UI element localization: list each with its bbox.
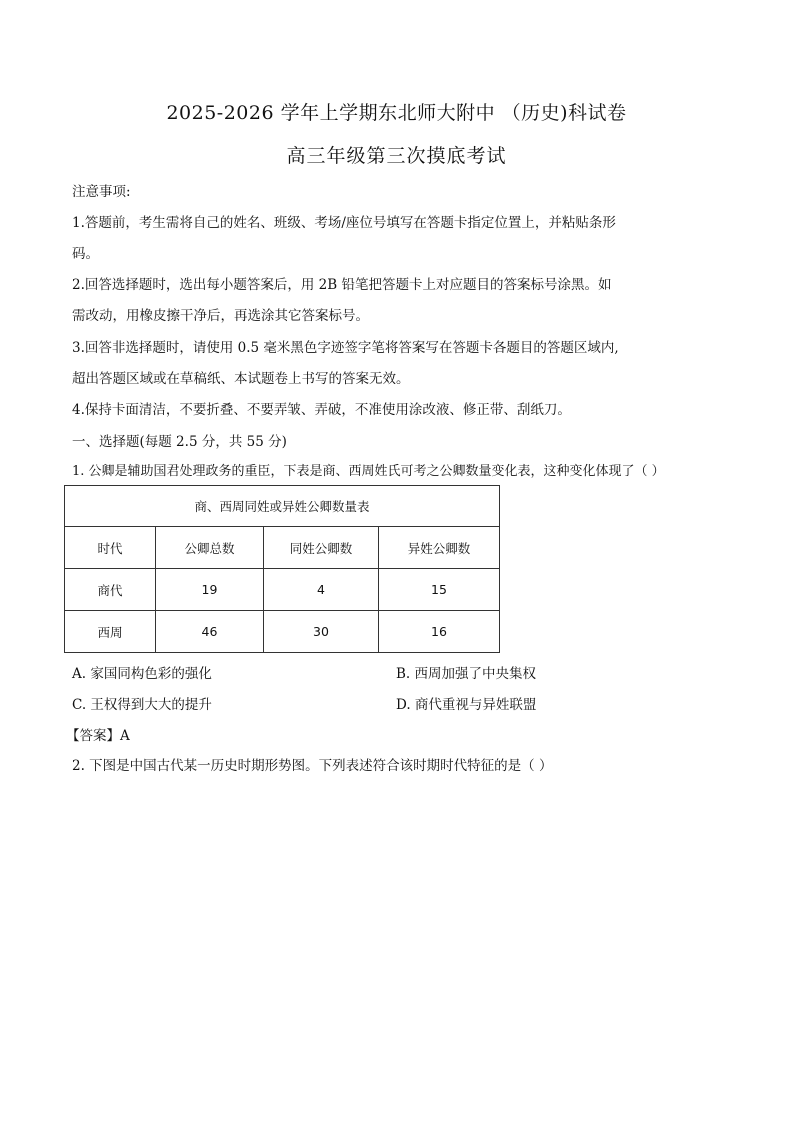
q1-option-c: C. 王权得到大大的提升 <box>72 697 212 713</box>
section-heading: 一、选择题(每题 2.5 分，共 55 分) <box>72 434 287 450</box>
exam-subtitle: 高三年级第三次摸底考试 <box>286 145 507 167</box>
q1-table <box>64 485 500 653</box>
notice-line-1: 1.答题前，考生需将自己的姓名、班级、考场/座位号填写在答题卡指定位置上，并粘贴条形 <box>72 215 616 231</box>
table-cell: 商代 <box>65 569 156 611</box>
notice-line-5: 3.回答非选择题时，请使用 0.5 毫米黑色字迹签字笔将答案写在答题卡各题目的答题区域内, <box>72 340 619 356</box>
header-cell: 同姓公卿数 <box>264 527 379 569</box>
notice-line-6: 超出答题区域或在草稿纸、本试题卷上书写的答案无效。 <box>72 371 410 387</box>
table-cell: 西周 <box>65 611 156 653</box>
table-caption: 商、西周同姓或异姓公卿数量表 <box>65 486 500 527</box>
table-header-row <box>65 527 500 569</box>
q1-option-a: A. 家国同构色彩的强化 <box>72 666 212 682</box>
header-cell: 异姓公卿数 <box>379 527 500 569</box>
table-row <box>65 611 500 653</box>
notice-line-4: 需改动，用橡皮擦干净后，再选涂其它答案标号。 <box>72 308 369 324</box>
table-cell: 15 <box>379 569 500 611</box>
notice-heading: 注意事项: <box>72 184 131 200</box>
table-row <box>65 569 500 611</box>
table-cell: 46 <box>156 611 264 653</box>
notice-line-2: 码。 <box>72 246 99 262</box>
header-cell: 公卿总数 <box>156 527 264 569</box>
q1-stem: 1. 公卿是辅助国君处理政务的重臣，下表是商、西周姓氏可考之公卿数量变化表，这种变化体现了（ ） <box>72 464 665 479</box>
table-cell: 16 <box>379 611 500 653</box>
q1-answer: 【答案】A <box>66 728 130 744</box>
exam-title: 2025-2026 学年上学期东北师大附中 （历史)科试卷 <box>166 102 627 124</box>
q1-option-d: D. 商代重视与异姓联盟 <box>396 697 537 713</box>
header-cell: 时代 <box>65 527 156 569</box>
table-cell: 4 <box>264 569 379 611</box>
notice-line-3: 2.回答选择题时，选出每小题答案后，用 2B 铅笔把答题卡上对应题目的答案标号涂黑。如 <box>72 277 612 293</box>
table-cell: 19 <box>156 569 264 611</box>
q1-option-b: B. 西周加强了中央集权 <box>396 666 537 682</box>
q2-stem: 2. 下图是中国古代某一历史时期形势图。下列表述符合该时期时代特征的是（ ） <box>72 758 553 774</box>
table-cell: 30 <box>264 611 379 653</box>
notice-line-7: 4.保持卡面清洁，不要折叠、不要弄皱、弄破，不准使用涂改液、修正带、刮纸刀。 <box>72 402 571 418</box>
